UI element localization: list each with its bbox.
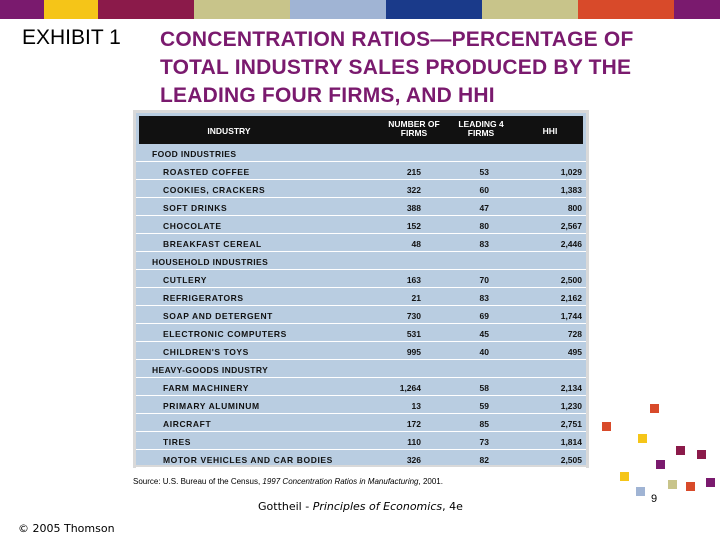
band-segment <box>194 0 290 19</box>
hhi-value: 2,446 <box>560 239 582 249</box>
table-row <box>136 162 586 180</box>
number-of-firms-value: 730 <box>406 311 421 321</box>
industry-name: CHOCOLATE <box>163 221 222 231</box>
leading-4-firms-value: 40 <box>479 347 489 357</box>
header-leading-4-firms: LEADING 4 FIRMS <box>458 119 504 138</box>
band-segment <box>44 0 98 19</box>
band-segment <box>0 0 44 19</box>
industry-name: ELECTRONIC COMPUTERS <box>163 329 287 339</box>
hhi-value: 2,134 <box>560 383 582 393</box>
section-label: FOOD INDUSTRIES <box>152 149 237 159</box>
number-of-firms-value: 322 <box>406 185 421 195</box>
decorative-square <box>676 446 685 455</box>
table-row <box>136 198 586 216</box>
hhi-value: 495 <box>567 347 582 357</box>
decorative-square <box>686 482 695 491</box>
leading-4-firms-value: 80 <box>479 221 489 231</box>
hhi-value: 1,230 <box>560 401 582 411</box>
hhi-value: 2,567 <box>560 221 582 231</box>
decorative-square <box>697 450 706 459</box>
leading-4-firms-value: 82 <box>479 455 489 465</box>
industry-name: PRIMARY ALUMINUM <box>163 401 260 411</box>
number-of-firms-value: 110 <box>407 437 421 447</box>
number-of-firms-value: 172 <box>406 419 421 429</box>
leading-4-firms-value: 47 <box>479 203 489 213</box>
hhi-value: 1,029 <box>560 167 582 177</box>
table-row <box>136 180 586 198</box>
hhi-value: 728 <box>567 329 582 339</box>
band-segment <box>290 0 386 19</box>
number-of-firms-value: 48 <box>411 239 421 249</box>
section-label: HEAVY-GOODS INDUSTRY <box>152 365 269 375</box>
decorative-square <box>706 478 715 487</box>
hhi-value: 2,751 <box>560 419 582 429</box>
table-row <box>136 234 586 252</box>
decorative-square <box>668 480 677 489</box>
leading-4-firms-value: 53 <box>479 167 489 177</box>
hhi-value: 2,500 <box>560 275 582 285</box>
hhi-value: 800 <box>567 203 582 213</box>
band-segment <box>386 0 482 19</box>
industry-name: BREAKFAST CEREAL <box>163 239 262 249</box>
decorative-square <box>638 434 647 443</box>
industry-name: CHILDREN'S TOYS <box>163 347 249 357</box>
source-note: Source: U.S. Bureau of the Census, 1997 Concentration Ratios in Manufacturing, 2001. <box>133 477 443 486</box>
number-of-firms-value: 13 <box>411 401 421 411</box>
number-of-firms-value: 215 <box>406 167 421 177</box>
table-row <box>136 306 586 324</box>
book-footer: Gottheil - Principles of Economics, 4e <box>258 500 463 513</box>
number-of-firms-value: 152 <box>406 221 421 231</box>
industry-name: REFRIGERATORS <box>163 293 244 303</box>
leading-4-firms-value: 85 <box>479 419 489 429</box>
section-label: HOUSEHOLD INDUSTRIES <box>152 257 269 267</box>
table-rows <box>136 144 586 468</box>
industry-name: FARM MACHINERY <box>163 383 249 393</box>
industry-name: SOAP AND DETERGENT <box>163 311 273 321</box>
industry-name: SOFT DRINKS <box>163 203 228 213</box>
exhibit-label: EXHIBIT 1 <box>22 26 121 49</box>
leading-4-firms-value: 73 <box>479 437 489 447</box>
copyright-text: © 2005 Thomson <box>18 522 115 535</box>
header-number-of-firms: NUMBER OF FIRMS <box>388 119 440 138</box>
number-of-firms-value: 388 <box>406 203 421 213</box>
hhi-value: 1,814 <box>560 437 582 447</box>
decorative-square <box>656 460 665 469</box>
band-segment <box>98 0 194 19</box>
table-row <box>136 378 586 396</box>
number-of-firms-value: 21 <box>411 293 421 303</box>
table-row <box>136 324 586 342</box>
leading-4-firms-value: 83 <box>479 239 489 249</box>
hhi-value: 1,744 <box>560 311 582 321</box>
concentration-table <box>133 110 589 468</box>
leading-4-firms-value: 58 <box>479 383 489 393</box>
table-section-header <box>136 252 586 270</box>
table-section-header <box>136 144 586 162</box>
band-segment <box>674 0 720 19</box>
table-header <box>139 116 583 144</box>
industry-name: ROASTED COFFEE <box>163 167 250 177</box>
hhi-value: 1,383 <box>560 185 582 195</box>
leading-4-firms-value: 59 <box>479 401 489 411</box>
leading-4-firms-value: 69 <box>479 311 489 321</box>
table-row <box>136 288 586 306</box>
table-row <box>136 432 586 450</box>
industry-name: AIRCRAFT <box>163 419 212 429</box>
leading-4-firms-value: 83 <box>479 293 489 303</box>
table-row <box>136 396 586 414</box>
number-of-firms-value: 163 <box>406 275 421 285</box>
hhi-value: 2,505 <box>560 455 582 465</box>
header-industry: INDUSTRY <box>207 126 251 136</box>
number-of-firms-value: 1,264 <box>399 383 421 393</box>
band-segment <box>482 0 578 19</box>
page-number: 9 <box>651 493 658 505</box>
band-segment <box>578 0 674 19</box>
table-section-header <box>136 360 586 378</box>
industry-name: COOKIES, CRACKERS <box>163 185 266 195</box>
hhi-value: 2,162 <box>560 293 582 303</box>
table-row <box>136 342 586 360</box>
header-hhi: HHI <box>542 126 558 136</box>
slide-title: CONCENTRATION RATIOS—PERCENTAGE OF TOTAL INDUSTRY SALES PRODUCED BY THE LEADING FOUR FIRMS, AND HHI <box>160 28 634 107</box>
industry-name: MOTOR VEHICLES AND CAR BODIES <box>163 455 333 465</box>
decorative-square <box>602 422 611 431</box>
table-row <box>136 270 586 288</box>
number-of-firms-value: 326 <box>406 455 421 465</box>
decorative-square <box>620 472 629 481</box>
decorative-square <box>636 487 645 496</box>
top-color-band <box>0 0 720 19</box>
number-of-firms-value: 995 <box>406 347 421 357</box>
industry-name: TIRES <box>163 437 192 447</box>
table-row <box>136 414 586 432</box>
decorative-square <box>650 404 659 413</box>
table-row <box>136 450 586 468</box>
leading-4-firms-value: 60 <box>479 185 489 195</box>
number-of-firms-value: 531 <box>406 329 421 339</box>
table-row <box>136 216 586 234</box>
table-body <box>136 113 586 465</box>
industry-name: CUTLERY <box>163 275 208 285</box>
leading-4-firms-value: 70 <box>479 275 489 285</box>
leading-4-firms-value: 45 <box>479 329 489 339</box>
